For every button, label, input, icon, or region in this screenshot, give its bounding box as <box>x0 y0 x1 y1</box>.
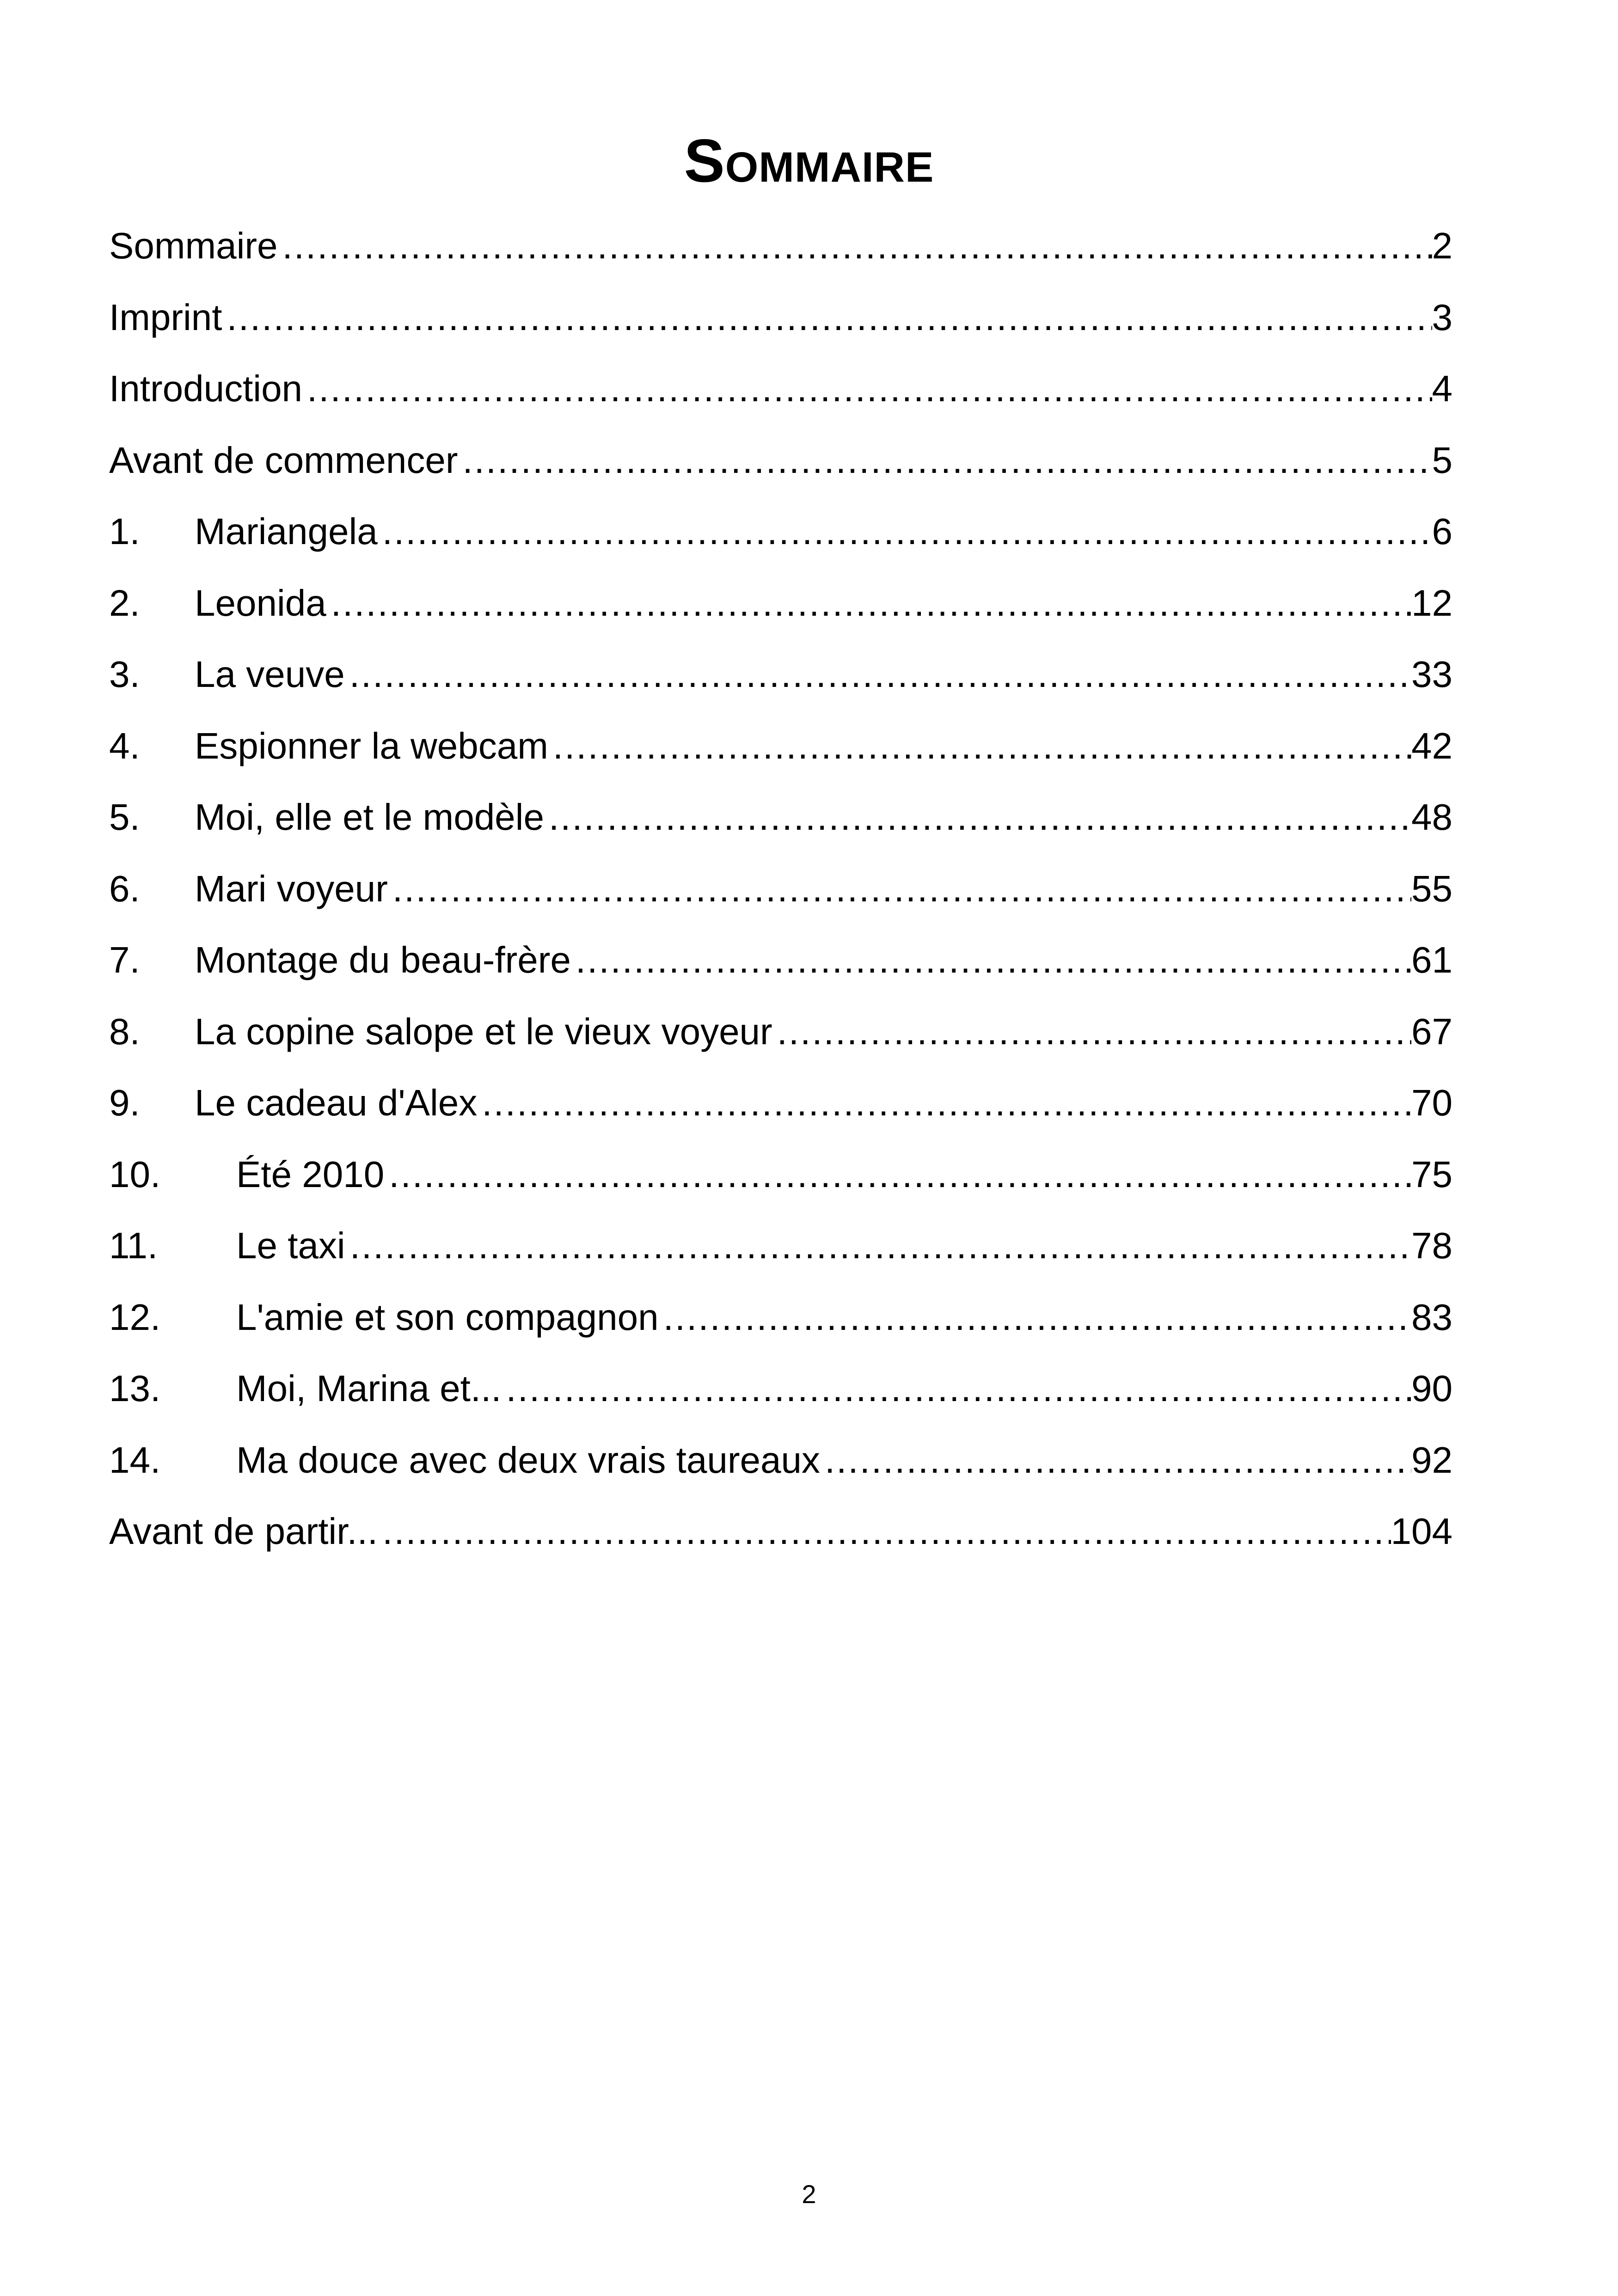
toc-dot-leader <box>302 353 1432 425</box>
toc-entry[interactable] <box>109 568 1453 639</box>
toc-entry-number: 12. <box>109 1296 161 1338</box>
toc-dot-leader <box>772 996 1411 1068</box>
toc-dot-leader <box>345 639 1411 710</box>
toc-entry-number: 14. <box>109 1439 161 1481</box>
toc-entry[interactable] <box>109 710 1453 782</box>
toc-entry-number: 7. <box>109 939 140 980</box>
toc-dot-leader <box>458 425 1432 496</box>
toc-dot-leader <box>278 210 1432 282</box>
toc-entry-number: 11. <box>109 1225 158 1266</box>
toc-dot-leader <box>477 1067 1411 1139</box>
toc-entry-number: 13. <box>109 1368 161 1409</box>
toc-entry[interactable] <box>109 1067 1453 1139</box>
toc-entry-title: Mariangela <box>195 511 378 552</box>
toc-entry-number: 9. <box>109 1082 140 1123</box>
toc-entry-page: 70 <box>1411 1082 1453 1123</box>
toc-entry-page: 67 <box>1411 1010 1453 1052</box>
toc-entry-page: 48 <box>1411 796 1453 838</box>
toc-dot-leader <box>388 853 1411 925</box>
toc-dot-leader <box>326 568 1411 639</box>
toc-entry-page: 33 <box>1411 654 1453 695</box>
toc-entry-title: Le cadeau d'Alex <box>195 1082 478 1123</box>
toc-entry[interactable] <box>109 1139 1453 1211</box>
toc-entry-page: 61 <box>1411 939 1453 980</box>
toc-entry-page: 55 <box>1411 868 1453 909</box>
toc-entry-page: 90 <box>1411 1368 1453 1409</box>
toc-entry-number: 10. <box>109 1153 161 1195</box>
toc-entry-number: 6. <box>109 868 140 909</box>
toc-entry-title: Ma douce avec deux vrais taureaux <box>236 1439 820 1481</box>
toc-entry-page: 78 <box>1411 1225 1453 1266</box>
toc-entry-page: 4 <box>1432 368 1453 409</box>
toc-dot-leader <box>544 782 1411 853</box>
toc-entry[interactable] <box>109 853 1453 925</box>
toc-entry-page: 3 <box>1432 296 1453 338</box>
toc-dot-leader <box>571 925 1411 996</box>
toc-entry-number: 4. <box>109 725 140 766</box>
page-number: 2 <box>802 2180 816 2209</box>
toc-entry[interactable] <box>109 1210 1453 1282</box>
toc-entry-number: 5. <box>109 796 140 838</box>
toc-dot-leader <box>378 1496 1391 1567</box>
toc-entry-title: Moi, elle et le modèle <box>195 796 544 838</box>
toc-entry-title: Introduction <box>109 368 303 409</box>
toc-entry[interactable] <box>109 210 1453 282</box>
toc-entry-title: Le taxi <box>236 1225 345 1266</box>
toc-dot-leader <box>384 1139 1411 1211</box>
toc-dot-leader <box>820 1425 1411 1496</box>
toc-entry-title: La veuve <box>195 654 345 695</box>
toc-entry-title: Sommaire <box>109 225 278 266</box>
toc-entry[interactable] <box>109 1282 1453 1353</box>
toc-entry-page: 92 <box>1411 1439 1453 1481</box>
toc-entry-page: 75 <box>1411 1153 1453 1195</box>
toc-entry[interactable] <box>109 782 1453 853</box>
table-of-contents <box>109 210 1453 1567</box>
toc-entry-title: Espionner la webcam <box>195 725 548 766</box>
toc-entry-page: 5 <box>1432 439 1453 481</box>
toc-entry-number: 1. <box>109 511 140 552</box>
toc-entry-page: 104 <box>1391 1511 1453 1552</box>
toc-dot-leader <box>502 1353 1412 1425</box>
toc-entry-page: 6 <box>1432 511 1453 552</box>
page-title: Sommaire <box>684 127 934 195</box>
toc-entry[interactable] <box>109 639 1453 710</box>
toc-entry-title: La copine salope et le vieux voyeur <box>195 1010 772 1052</box>
toc-entry[interactable] <box>109 925 1453 996</box>
toc-entry[interactable] <box>109 353 1453 425</box>
toc-entry-number: 8. <box>109 1010 140 1052</box>
toc-entry-page: 42 <box>1411 725 1453 766</box>
toc-entry-title: L'amie et son compagnon <box>236 1296 659 1338</box>
toc-entry-title: Avant de commencer <box>109 439 458 481</box>
toc-entry[interactable] <box>109 282 1453 354</box>
toc-entry-title: Avant de partir... <box>109 1511 378 1552</box>
toc-entry-title: Montage du beau-frère <box>195 939 571 980</box>
toc-entry-number: 2. <box>109 582 140 624</box>
toc-entry-page: 2 <box>1432 225 1453 266</box>
toc-entry[interactable] <box>109 425 1453 496</box>
toc-entry[interactable] <box>109 496 1453 568</box>
toc-entry-title: Imprint <box>109 296 222 338</box>
toc-entry[interactable] <box>109 1496 1453 1567</box>
toc-dot-leader <box>548 710 1411 782</box>
toc-entry-title: Été 2010 <box>236 1153 385 1195</box>
toc-dot-leader <box>222 282 1432 354</box>
toc-entry-number: 3. <box>109 654 140 695</box>
toc-entry-page: 83 <box>1411 1296 1453 1338</box>
toc-entry-title: Mari voyeur <box>195 868 388 909</box>
toc-entry[interactable] <box>109 1425 1453 1496</box>
toc-dot-leader <box>345 1210 1411 1282</box>
toc-entry[interactable] <box>109 996 1453 1068</box>
toc-dot-leader <box>378 496 1432 568</box>
toc-dot-leader <box>659 1282 1411 1353</box>
toc-entry[interactable] <box>109 1353 1453 1425</box>
toc-entry-page: 12 <box>1411 582 1453 624</box>
toc-entry-title: Leonida <box>195 582 326 624</box>
toc-entry-title: Moi, Marina et... <box>236 1368 502 1409</box>
